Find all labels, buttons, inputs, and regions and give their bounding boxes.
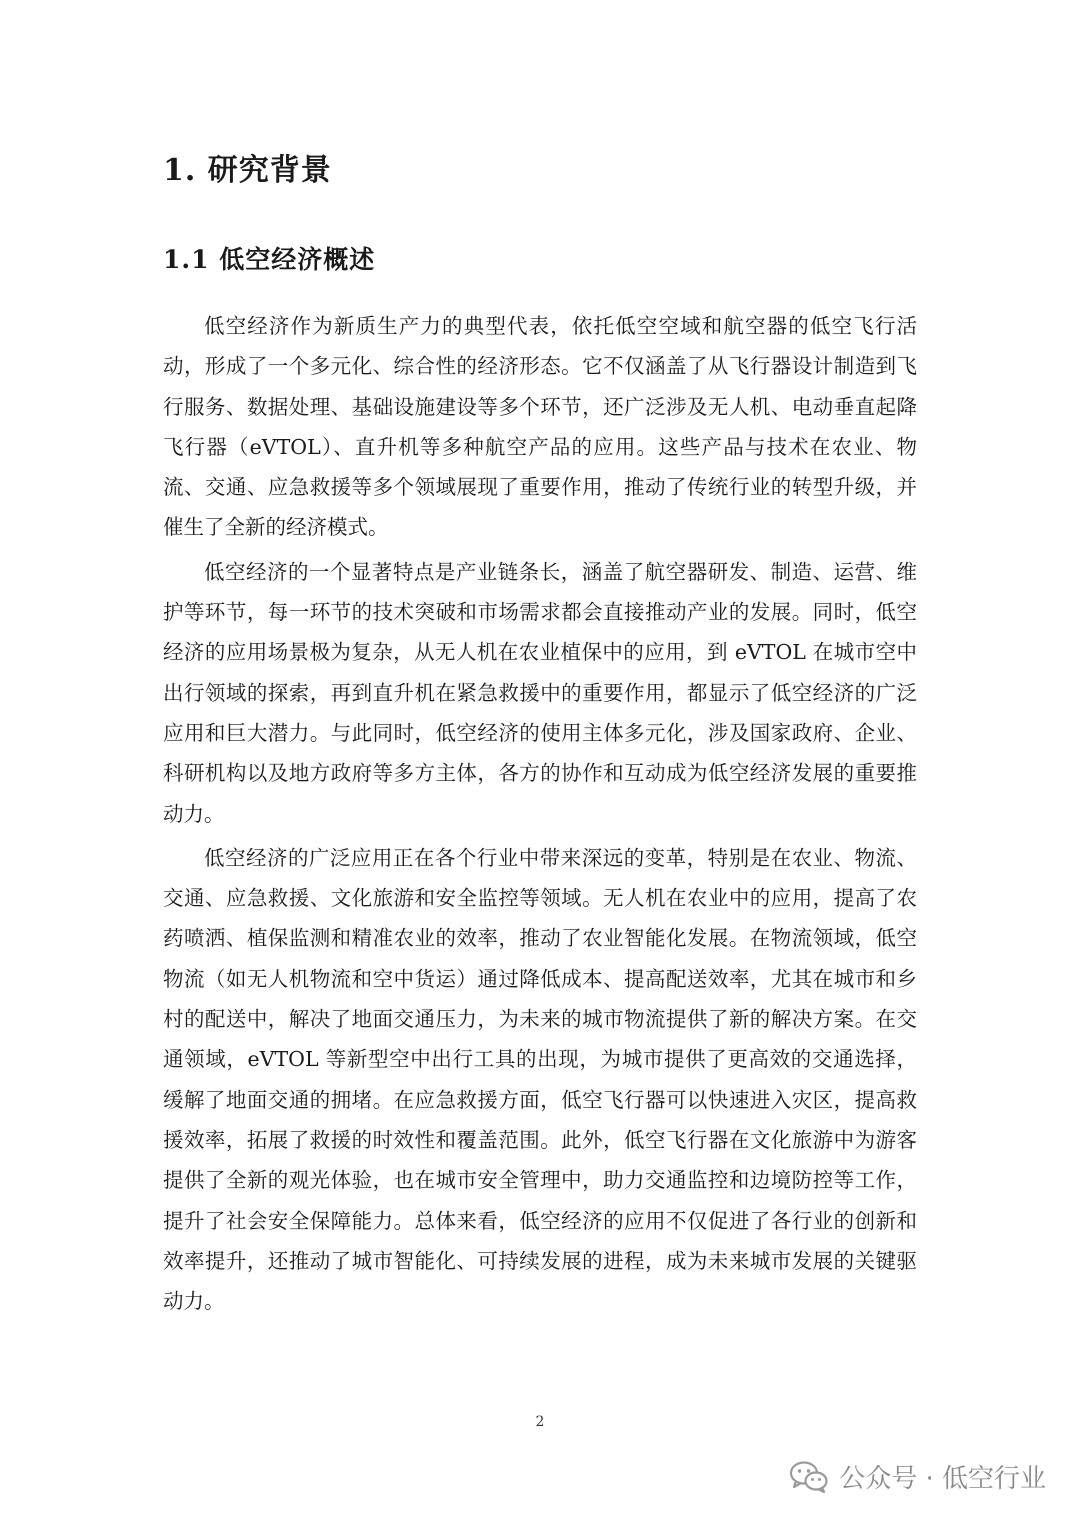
body-text bbox=[163, 306, 917, 1325]
subsection-heading: 1.1 低空经济概述 bbox=[163, 245, 376, 274]
section-heading: 1. 研究背景 bbox=[163, 153, 332, 188]
paragraph-2: 低空经济的一个显著特点是产业链条长，涵盖了航空器研发、制造、运营、维护等环节，每一环节的技术突破和市场需求都会直接推动产业的发展。同时，低空经济的应用场景极为复杂，从无人机在农业植保中的应用，到 eVTOL 在城市空中出行领域的探索，再到直升机在紧急救援中的重要作用，都显示了低空经济的广泛应用和巨大潜力。与此同时，低空经济的使用主体多元化，涉及国家政府、企业、科研机构以及地方政府等多方主体，各方的协作和互动成为低空经济发展的重要推动力。 bbox=[163, 559, 917, 826]
watermark-text: 公众号 · 低空行业 bbox=[839, 1464, 1046, 1494]
paragraph-1: 低空经济作为新质生产力的典型代表，依托低空空域和航空器的低空飞行活动，形成了一个多元化、综合性的经济形态。它不仅涵盖了从飞行器设计制造到飞行服务、数据处理、基础设施建设等多个环节，还广泛涉及无人机、电动垂直起降飞行器（eVTOL）、直升机等多种航空产品的应用。这些产品与技术在农业、物流、交通、应急救援等多个领域展现了重要作用，推动了传统行业的转型升级，并催生了全新的经济模式。 bbox=[163, 314, 917, 540]
paragraph-3: 低空经济的广泛应用正在各个行业中带来深远的变革，特别是在农业、物流、交通、应急救援、文化旅游和安全监控等领域。无人机在农业中的应用，提高了农药喷洒、植保监测和精准农业的效率，推动了农业智能化发展。在物流领域，低空物流（如无人机物流和空中货运）通过降低成本、提高配送效率，尤其在城市和乡村的配送中，解决了地面交通压力，为未来的城市物流提供了新的解决方案。在交通领域，eVTOL 等新型空中出行工具的出现，为城市提供了更高效的交通选择，缓解了地面交通的拥堵。在应急救援方面，低空飞行器可以快速进入灾区，提高救援效率，拓展了救援的时效性和覆盖范围。此外，低空飞行器在文化旅游中为游客提供了全新的观光体验，也在城市安全管理中，助力交通监控和边境防控等工作，提升了社会安全保障能力。总体来看，低空经济的应用不仅促进了各行业的创新和效率提升，还推动了城市智能化、可持续发展的进程，成为未来城市发展的关键驱动力。 bbox=[163, 845, 917, 1314]
page-number: 2 bbox=[535, 1414, 545, 1430]
watermark bbox=[789, 1458, 1046, 1495]
wechat-icon bbox=[789, 1460, 829, 1494]
